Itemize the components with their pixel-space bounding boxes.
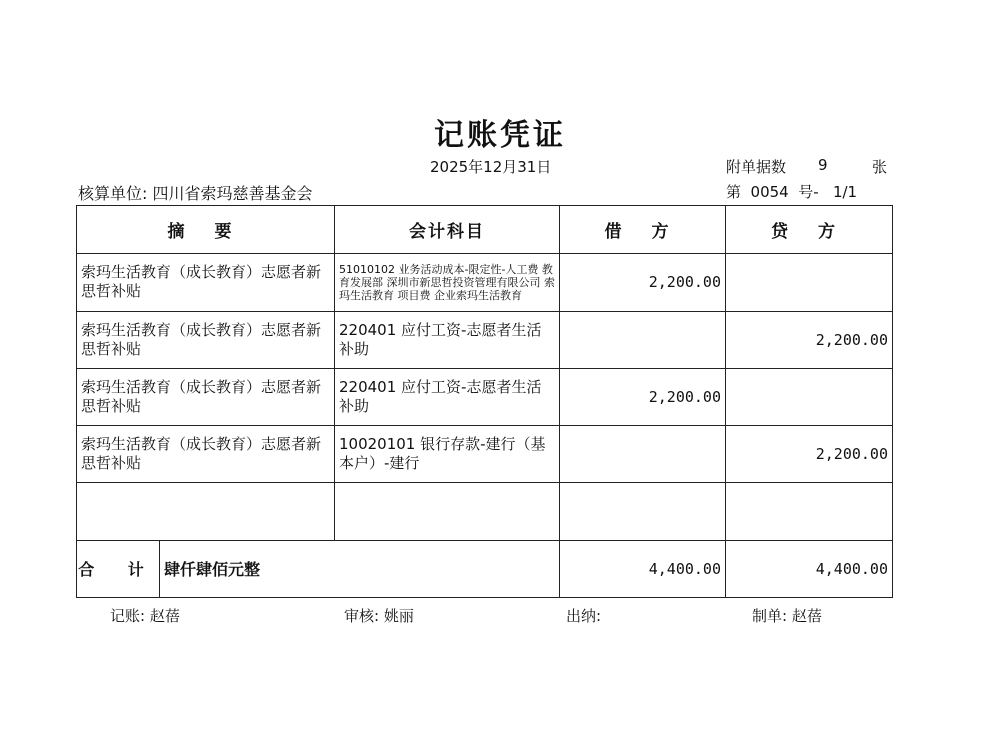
debit-cell: 2,200.00 (560, 368, 726, 425)
debit-cell (560, 426, 726, 483)
subject-cell: 10020101 银行存款-建行（基本户）-建行 (335, 426, 560, 483)
debit-cell (560, 311, 726, 368)
blank-cell (726, 483, 893, 540)
total-row (77, 540, 893, 597)
table-row (77, 254, 893, 311)
reviewer-signature: 审核: 姚丽 (344, 607, 414, 625)
credit-cell: 2,200.00 (726, 426, 893, 483)
voucher-number: 第 0054 号- 1/1 (726, 183, 858, 201)
total-in-words: 肆仟肆佰元整 (164, 560, 261, 580)
total-debit: 4,400.00 (560, 540, 726, 597)
summary-cell: 索玛生活教育（成长教育）志愿者新思哲补贴 (77, 254, 335, 311)
blank-cell (77, 483, 335, 540)
voucher-date: 2025年12月31日 (430, 158, 552, 176)
voucher-title: 记账凭证 (434, 118, 566, 153)
summary-cell: 索玛生活教育（成长教育）志愿者新思哲补贴 (77, 368, 335, 425)
table-row (77, 368, 893, 425)
summary-cell: 索玛生活教育（成长教育）志愿者新思哲补贴 (77, 311, 335, 368)
bookkeeper-signature: 记账: 赵蓓 (110, 607, 180, 625)
total-credit: 4,400.00 (726, 540, 893, 597)
header-debit: 借 方 (560, 206, 726, 254)
subject-cell: 220401 应付工资-志愿者生活补助 (335, 311, 560, 368)
summary-cell: 索玛生活教育（成长教育）志愿者新思哲补贴 (77, 426, 335, 483)
header-summary: 摘 要 (77, 206, 335, 254)
debit-cell: 2,200.00 (560, 254, 726, 311)
credit-cell (726, 368, 893, 425)
total-label: 合 计 (77, 541, 160, 597)
blank-cell (335, 483, 560, 540)
voucher-table (76, 205, 893, 598)
blank-cell (560, 483, 726, 540)
total-cell (77, 540, 560, 597)
subject-cell: 51010102 业务活动成本-限定性-人工费 教育发展部 深圳市新思哲投资管理有限公司 索玛生活教育 项目费 企业索玛生活教育 (335, 254, 560, 311)
attachment-unit: 张 (872, 158, 888, 176)
table-row (77, 426, 893, 483)
blank-row (77, 483, 893, 540)
header-credit: 贷 方 (726, 206, 893, 254)
attachment-label: 附单据数 (726, 158, 787, 176)
credit-cell (726, 254, 893, 311)
cashier-signature: 出纳: (566, 607, 602, 625)
table-row (77, 311, 893, 368)
header-subject: 会计科目 (335, 206, 560, 254)
attachment-count: 9 (818, 156, 828, 174)
table-header-row (77, 206, 893, 254)
preparer-signature: 制单: 赵蓓 (752, 607, 822, 625)
accounting-unit: 核算单位: 四川省索玛慈善基金会 (78, 184, 313, 203)
subject-cell: 220401 应付工资-志愿者生活补助 (335, 368, 560, 425)
credit-cell: 2,200.00 (726, 311, 893, 368)
